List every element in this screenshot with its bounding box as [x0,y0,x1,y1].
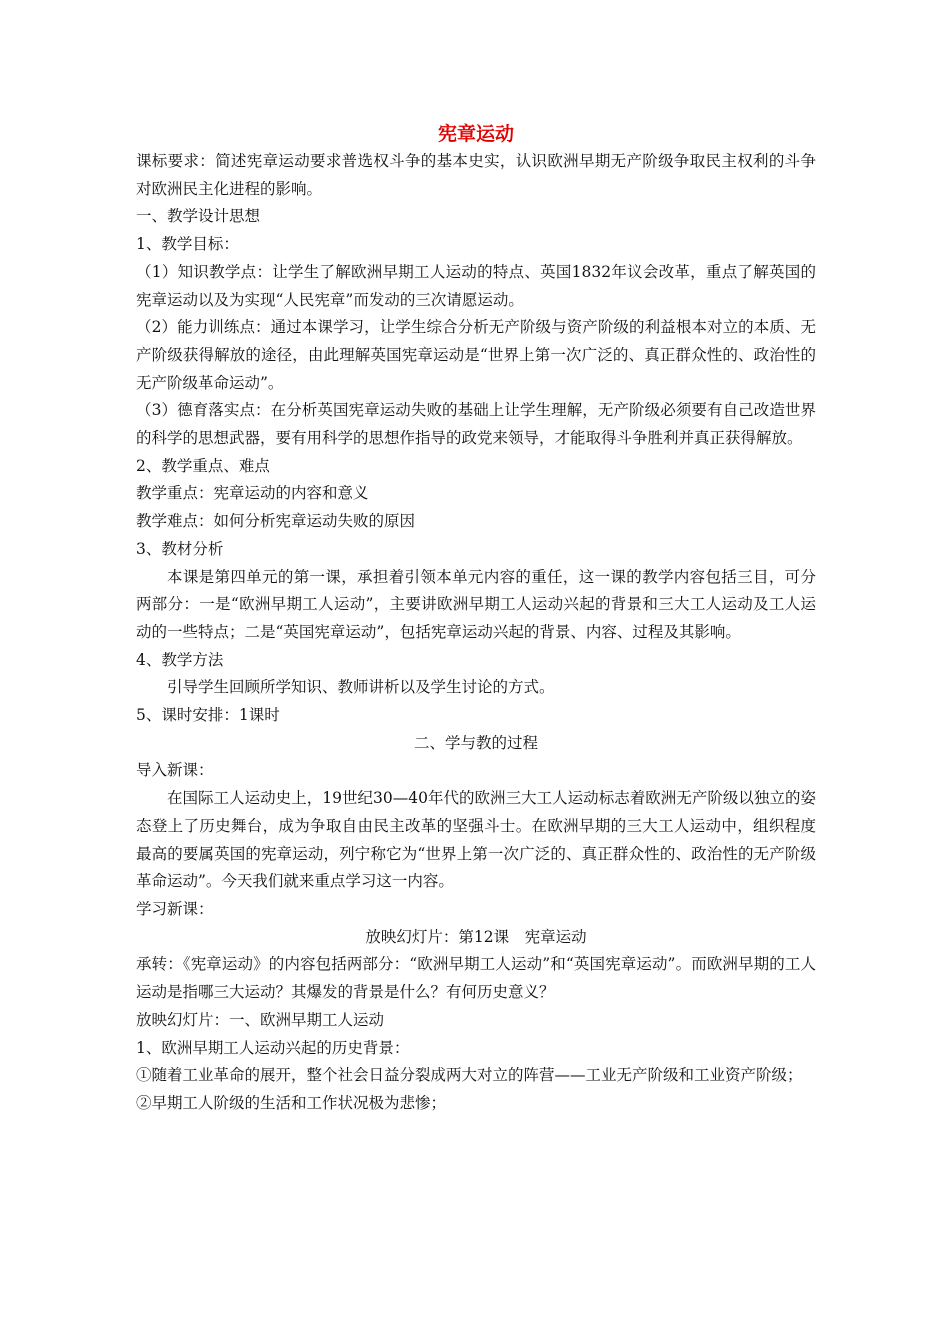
key-point: 教学重点：宪章运动的内容和意义 [136,484,369,503]
subheading-introduction: 导入新课： [136,761,214,780]
objective-knowledge: （1）知识教学点：让学生了解欧洲早期工人运动的特点、英国1832年议会改革，重点了解英国的宪章运动以及为实现“人民宪章”而发动的三次请愿运动。 [136,262,816,309]
subheading-background: 1、欧洲早期工人运动兴起的历史背景： [136,1038,410,1057]
section-heading-process: 二、学与教的过程 [413,733,538,752]
document-page [136,118,816,1118]
subheading-teaching-method: 4、教学方法 [136,650,224,669]
difficult-point: 教学难点：如何分析宪章运动失败的原因 [136,512,416,531]
transition-text: 承转：《宪章运动》的内容包括两部分：“欧洲早期工人运动”和“英国宪章运动”。而欧洲早期的工人运动是指哪三大运动？其爆发的背景是什么？有何历史意义？ [136,955,816,1002]
section-heading-design: 一、教学设计思想 [136,207,261,226]
subheading-objectives: 1、教学目标： [136,235,239,254]
subheading-material-analysis: 3、教材分析 [136,539,224,558]
objective-ability: （2）能力训练点：通过本课学习，让学生综合分析无产阶级与资产阶级的利益根本对立的本质、无产阶级获得解放的途径，由此理解英国宪章运动是“世界上第一次广泛的、真正群众性的、政治性的无产阶级革命运动”。 [136,318,816,392]
subheading-new-lesson: 学习新课： [136,899,214,918]
subheading-key-points: 2、教学重点、难点 [136,456,270,475]
slide-section-one: 放映幻灯片：一、欧洲早期工人运动 [136,1010,385,1029]
background-item-2: ②早期工人阶级的生活和工作状况极为悲惨； [136,1093,447,1112]
subheading-class-hours: 5、课时安排：1课时 [136,706,280,725]
introduction-text: 在国际工人运动史上，19世纪30—40年代的欧洲三大工人运动标志着欧洲无产阶级以独立的姿态登上了历史舞台，成为争取自由民主改革的坚强斗士。在欧洲早期的三大工人运动中，组织程度最高的要属英国的宪章运动，列宁称它为“世界上第一次广泛的、真正群众性的、政治性的无产阶级革命运动”。今天我们就来重点学习这一内容。 [136,789,816,891]
material-analysis-text: 本课是第四单元的第一课，承担着引领本单元内容的重任，这一课的教学内容包括三目，可分两部分：一是“欧洲早期工人运动”，主要讲欧洲早期工人运动兴起的背景和三大工人运动及工人运动的一些特点；二是“英国宪章运动”，包括宪章运动兴起的背景、内容、过程及其影响。 [136,567,816,641]
teaching-method-text: 引导学生回顾所学知识、教师讲析以及学生讨论的方式。 [167,678,555,697]
curriculum-requirement: 课标要求：简述宪章运动要求普选权斗争的基本史实，认识欧洲早期无产阶级争取民主权利的斗争对欧洲民主化进程的影响。 [136,152,816,198]
document-title: 宪章运动 [437,123,514,145]
slide-lesson-title: 放映幻灯片：第12课 宪章运动 [365,927,587,946]
objective-moral: （3）德育落实点：在分析英国宪章运动失败的基础上让学生理解，无产阶级必须要有自己改造世界的科学的思想武器，要有用科学的思想作指导的政党来领导，才能取得斗争胜利并真正获得解放。 [136,401,816,448]
background-item-1: ①随着工业革命的展开，整个社会日益分裂成两大对立的阵营——工业无产阶级和工业资产阶级； [136,1066,803,1085]
